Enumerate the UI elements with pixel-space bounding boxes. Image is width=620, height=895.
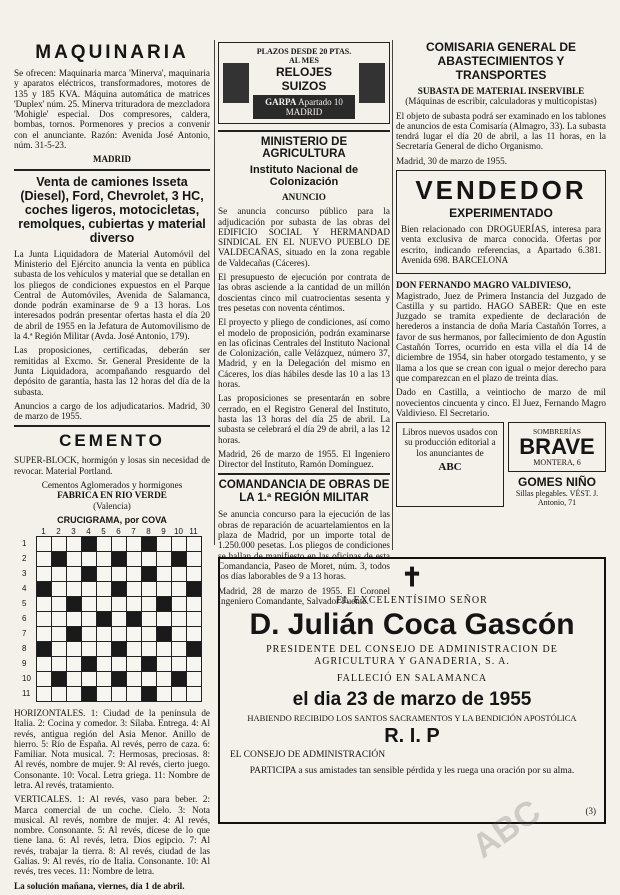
crossword-cell	[67, 657, 82, 672]
crossword-cell	[97, 537, 112, 552]
crossword-cell	[157, 597, 172, 612]
brave-small: SOMBRERÍAS	[533, 427, 581, 437]
crossword-horizontales: HORIZONTALES. 1: Ciudad de la península de Italia. 2: Cocina y comedor. 3: Sílaba. Entrega. 4: Al revés, antigua región del Asia Menor. Anillo de hierro. 5: Río de España. Al revés, perro de caza. 6: Familiar. Nota musical. 7: Hermosas, preciosas. 8: Al revés, nombre de mujer. 9: Al revés, cierto juego. Consonante. 10: Vocal. Letra griega. 11: Nombre de letra. Al revés, tratamiento.	[14, 707, 210, 790]
crossword-cell	[67, 672, 82, 687]
anuncio-label: ANUNCIO	[282, 192, 326, 202]
gomes-text: Sillas plegables. VÉST. J. Antonio, 71	[515, 489, 599, 508]
crossword-cell	[157, 537, 172, 552]
watch-illustration	[223, 63, 249, 103]
crossword-cell	[52, 672, 67, 687]
crossword-cell	[187, 552, 202, 567]
crossword-cell	[67, 567, 82, 582]
crossword-cell	[112, 642, 127, 657]
crossword-cell	[142, 597, 157, 612]
crossword-cell	[172, 612, 187, 627]
crossword-cell	[82, 672, 97, 687]
crossword-cell	[37, 672, 52, 687]
crossword-cell	[187, 672, 202, 687]
crossword-cell	[52, 552, 67, 567]
crossword-cell	[52, 642, 67, 657]
crossword-cell	[97, 597, 112, 612]
crossword-cell	[172, 687, 187, 702]
crossword-col-number: 6	[116, 526, 121, 536]
crossword-cell	[112, 597, 127, 612]
crossword-col-number: 7	[131, 526, 136, 536]
obituary-consejo: EL CONSEJO DE ADMINISTRACIÓN	[230, 750, 386, 760]
crossword-cell	[172, 657, 187, 672]
obituary-title: PRESIDENTE DEL CONSEJO DE ADMINISTRACION DE AGRICULTURA Y GANADERIA, S. A.	[266, 644, 558, 667]
crossword-cell	[142, 687, 157, 702]
ministerio-text-4: Las proposiciones se presentarán en sobre cerrado, en el Registro General del Instituto, hasta las 13 horas del día 25 de abril. La subasta se celebrará el día 29 de abril, a las 12 horas.	[218, 393, 390, 445]
crossword-cell	[172, 582, 187, 597]
crossword-cell	[97, 687, 112, 702]
gomes-brand: GOMES NIÑO	[517, 475, 596, 490]
vendedor-ad	[396, 170, 606, 274]
obituary-fallecio: FALLECIÓ EN SALAMANCA	[336, 673, 488, 684]
crossword-cell	[37, 657, 52, 672]
crossword-footer: La solución mañana, viernes, día 1 de abril.	[14, 880, 185, 891]
cemento-city: (Valencia)	[93, 500, 131, 511]
libros-ad	[396, 422, 504, 507]
crossword-cell	[82, 582, 97, 597]
comisaria-sub-2: (Máquinas de escribir, calculadoras y multicopistas)	[405, 96, 597, 107]
crossword-cell	[187, 537, 202, 552]
crossword-cell	[142, 537, 157, 552]
column-right	[396, 40, 606, 507]
crossword-cell	[52, 582, 67, 597]
watch-illustration	[359, 63, 385, 103]
crossword-cell	[67, 552, 82, 567]
crossword-cell	[67, 597, 82, 612]
crossword-cell	[52, 627, 67, 642]
crossword-cell	[142, 582, 157, 597]
crossword-cell	[127, 687, 142, 702]
crossword-col-number: 5	[101, 526, 106, 536]
comandancia-date: Madrid, 28 de marzo de 1955. El Coronel Ingeniero Comandante, Salvador Fuente.	[218, 585, 390, 606]
crossword-column-numbers	[36, 527, 202, 536]
crossword-cell	[112, 537, 127, 552]
column-middle	[218, 40, 390, 610]
relojes-ad-plazos: PLAZOS DESDE 20 PTAS. AL MES	[256, 47, 352, 65]
crossword-row-number: 8	[22, 643, 27, 653]
crossword-cell	[67, 642, 82, 657]
crossword-row-number: 2	[22, 553, 27, 563]
crossword-cell	[187, 582, 202, 597]
crossword-cell	[37, 597, 52, 612]
crossword-cell	[112, 552, 127, 567]
divider	[218, 473, 390, 475]
divider	[218, 130, 390, 132]
libros-text: Libros nuevos usados con su producción editorial a los anunciantes de	[402, 427, 498, 458]
ministerio-text: Se anuncia concurso público para la adjudicación por subasta de las obras del EDIFICIO SOCIAL Y HERMANDAD SINDICAL EN EL NUEVO PUEBLO DE VALDECAÑAS, situado en la zona regable de Valdecañas (Cáceres).	[218, 206, 390, 268]
crossword-col-number: 4	[86, 526, 91, 536]
crossword-row-number: 10	[22, 673, 31, 683]
crossword-cell	[52, 657, 67, 672]
crossword-cell	[187, 567, 202, 582]
juzgado-text: Magistrado, Juez de Primera Instancia del Juzgado de Castilla y su partido. HAGO SABER: Que en este Juzgado se tramita expediente de declaración de herederos a instancia de doña María Castañón Torres, a favor de sus hermanos, por fallecimiento de don Agustín Castañón Torres, ocurrido en esta villa el día 14 de diciembre de 1954, sin haber otorgado testamento, y se llama a los que se crean con igual o mejor derecho para que comparezcan en el plazo de treinta días.	[396, 290, 606, 383]
obituary-notice	[218, 557, 606, 824]
crossword-cell	[157, 627, 172, 642]
crossword-cell	[157, 657, 172, 672]
crossword-cell	[187, 612, 202, 627]
crossword-cell	[187, 657, 202, 672]
crossword-cell	[52, 597, 67, 612]
crossword-cell	[127, 642, 142, 657]
maquinaria-footer: MADRID	[93, 154, 131, 165]
crossword-cell	[187, 642, 202, 657]
crossword-cell	[157, 582, 172, 597]
vendedor-text: Bien relacionado con DROGUERÍAS, interesa para venta exclusiva de marca conocida. Ofertas por escrito, indicando referencias, a Apartado 6.381. Avenida 698. BARCELONA	[401, 224, 601, 265]
crossword-grid	[36, 536, 202, 702]
crossword-row-number: 6	[22, 613, 27, 623]
crossword-row-number: 7	[22, 628, 27, 638]
comisaria-title: COMISARIA GENERAL DE ABASTECIMIENTOS Y TRANSPORTES	[425, 40, 576, 82]
crossword-row-number: 11	[22, 688, 31, 698]
comisaria-date: Madrid, 30 de marzo de 1955.	[396, 155, 507, 166]
crossword-cell	[127, 537, 142, 552]
crossword-cell	[37, 627, 52, 642]
crossword-cell	[112, 582, 127, 597]
gomes-ad	[508, 475, 606, 507]
crossword-cell	[37, 552, 52, 567]
crossword-cell	[127, 567, 142, 582]
crossword-cell	[52, 612, 67, 627]
crossword-title: CRUCIGRAMA, por COVA	[57, 514, 167, 525]
obituary-name: D. Julián Coca Gascón	[249, 608, 575, 641]
venta-footer: Anuncios a cargo de los adjudicatarios. Madrid, 30 de marzo de 1955.	[14, 400, 210, 422]
cemento-sub: Cementos Aglomerados y hormigones	[41, 480, 183, 491]
crossword-cell	[112, 627, 127, 642]
crossword-cell	[37, 582, 52, 597]
ministerio-title: MINISTERIO DE AGRICULTURA	[260, 136, 348, 160]
comandancia-title: COMANDANCIA DE OBRAS DE LA 1.ª REGIÓN MILITAR	[218, 479, 390, 505]
crossword-cell	[142, 672, 157, 687]
crossword-cell	[97, 612, 112, 627]
crossword-col-number: 10	[174, 526, 183, 536]
crossword-cell	[52, 567, 67, 582]
crossword-col-number: 8	[146, 526, 151, 536]
crossword-cell	[187, 597, 202, 612]
crossword-cell	[52, 687, 67, 702]
crossword-cell	[97, 627, 112, 642]
divider	[14, 169, 210, 171]
crossword-cell	[97, 672, 112, 687]
crossword-cell	[127, 612, 142, 627]
maquinaria-title: MAQUINARIA	[35, 42, 189, 63]
maquinaria-text: Se ofrecen: Maquinaria marca 'Minerva', maquinaria y aparatos eléctricos, transformadores, motores de 135 y 185 KVA. Máquina automática de matrices 'Duplex' núm. 25. Minerva trituradora de mezcladora 'Mohigle' especial. Dos compresores, caldera, bombas, tornos. Pormenores y precios a convenir con el anunciante. Razón: Avenida José Antonio, núm. 31-5-23.	[14, 68, 210, 151]
crossword-cell	[172, 672, 187, 687]
divider	[14, 425, 210, 427]
crossword-cell	[127, 657, 142, 672]
crossword-cell	[112, 612, 127, 627]
crossword-cell	[142, 642, 157, 657]
crossword-cell	[97, 657, 112, 672]
crossword-col-number: 2	[56, 526, 61, 536]
crossword-cell	[82, 642, 97, 657]
crossword-cell	[157, 567, 172, 582]
crossword-cell	[142, 657, 157, 672]
cemento-title: CEMENTO	[59, 431, 165, 451]
comandancia-text: Se anuncia concurso para la ejecución de las obras de reparación de acuartelamientos en la plaza de Madrid, por un importe total de 1.250.000 pesetas. Los pliegos de condiciones se hallan de manifiesto en las oficinas de esta Comandancia, Paseo de Moret, núm. 3, todos los días laborables de 9 a 13 horas.	[218, 509, 390, 582]
crossword-cell	[172, 597, 187, 612]
column-left	[14, 40, 210, 895]
crossword-cell	[82, 687, 97, 702]
crossword-cell	[142, 627, 157, 642]
brave-ad	[508, 422, 606, 472]
crossword-cell	[172, 552, 187, 567]
crossword-cell	[127, 582, 142, 597]
crossword-col-number: 3	[71, 526, 76, 536]
cemento-text: SUPER-BLOCK, hormigón y losas sin necesidad de revocar. Material Portland.	[14, 455, 210, 476]
crossword-cell	[82, 552, 97, 567]
crossword-cell	[112, 687, 127, 702]
crossword-cell	[157, 552, 172, 567]
crossword-cell	[142, 567, 157, 582]
crossword-cell	[157, 672, 172, 687]
relojes-ad-address: Apartado 10 MADRID	[285, 97, 343, 117]
cemento-factory: FABRICA EN RIO VERDE	[57, 490, 167, 501]
ministerio-text-3: El proyecto y pliego de condiciones, así como el modelo de proposición, podrán examinarse en las oficinas Centrales del Instituto Nacional de Colonización, calle Velázquez, número 37, Madrid, y en la Delegación del mismo en Cáceres, los días hábiles desde las 10 a las 13 horas.	[218, 317, 390, 390]
crossword-cell	[97, 582, 112, 597]
juzgado-title: DON FERNANDO MAGRO VALDIVIESO,	[396, 280, 571, 291]
crossword-cell	[67, 687, 82, 702]
crossword-cell	[37, 567, 52, 582]
obituary-rip: R. I. P	[384, 725, 440, 747]
comisaria-text: El objeto de subasta podrá ser examinado en los tablones de anuncios de esta Comisaría (Almagro, 33). La subasta tendrá lugar el día 20 de abril, a las 11 horas, en la Secretaría General de dicho Organismo.	[396, 110, 606, 152]
relojes-ad-title: RELOJES SUIZOS	[275, 65, 332, 93]
crossword-cell	[172, 567, 187, 582]
crossword-cell	[82, 612, 97, 627]
crossword-cell	[187, 627, 202, 642]
crossword-cell	[112, 567, 127, 582]
crossword-cell	[157, 687, 172, 702]
crossword-cell	[82, 567, 97, 582]
crossword	[22, 515, 202, 702]
juzgado-date: Dado en Castilla, a veintiocho de marzo de mil novecientos cincuenta y cinco. El Juez, Fernando Magro Valdivieso. El Secretario.	[396, 387, 606, 418]
crossword-cell	[82, 627, 97, 642]
crossword-cell	[142, 552, 157, 567]
crossword-cell	[82, 597, 97, 612]
crossword-col-number: 11	[189, 526, 198, 536]
crossword-cell	[97, 642, 112, 657]
vendedor-title: VENDEDOR	[415, 175, 587, 206]
crossword-cell	[37, 642, 52, 657]
venta-text-2: Las proposiciones, certificadas, deberán ser remitidas al Excmo. Sr. General Presidente de la Junta Liquidadora, acompañando resguardo del depósito de garantía, hasta las 12 horas del día de la subasta.	[14, 345, 210, 397]
column-separator	[214, 40, 215, 545]
obituary-sacramentos: HABIENDO RECIBIDO LOS SANTOS SACRAMENTOS Y LA BENDICIÓN APOSTÓLICA	[247, 713, 577, 723]
crossword-cell	[82, 657, 97, 672]
crossword-cell	[157, 612, 172, 627]
crossword-verticales: VERTICALES. 1: Al revés, vaso para beber. 2: Marca comercial de un coche. Cielo. 3: Nota musical. Al revés, nombre de mujer. 4: Al revés, nombre. Consonante. 5: Al revés, dícese de lo que tiene lana. 6: Al revés, letra. Dios egipcio. 7: Al revés, trabajar la tierra. 8: Al revés, ciudad de las Galias. 9: Al revés, río de Italia. Consonante. 10: Al revés, tres veces. 11: Nombre de letra.	[14, 794, 210, 877]
crossword-cell	[82, 537, 97, 552]
obituary-honorific: EL EXCELENTÍSIMO SEÑOR	[336, 595, 488, 606]
relojes-ad-brand: GARPA	[265, 97, 297, 107]
vendedor-sub: EXPERIMENTADO	[449, 206, 553, 221]
abc-watermark: ABC	[465, 792, 548, 866]
venta-text: La Junta Liquidadora de Material Automóvil del Ministerio del Ejército anuncia la venta en pública subasta de los vehículos y material que se detallan en los pliegos de condiciones expuestos en el Parque Central de Automóviles, Avenida de Salamanca, donde podrán examinarse de 9 a 13 horas. Los interesados podrán presentar ofertas hasta el día 20 de abril de 1955 en la Jefatura de Automovilismo de la 4.ª Región Militar (Avda. José Antonio, 179).	[14, 248, 210, 342]
obituary-number: (3)	[585, 806, 596, 816]
crossword-cell	[112, 672, 127, 687]
venta-heading: Venta de camiones Isseta (Diesel), Ford, Chevrolet, 3 HC, coches ligeros, motocicletas, remolques, cubiertas y material diverso	[18, 174, 206, 245]
crossword-col-number: 1	[41, 526, 46, 536]
crossword-cell	[172, 537, 187, 552]
brave-brand: BRAVE	[519, 434, 595, 460]
crossword-cell	[142, 612, 157, 627]
crossword-cell	[127, 552, 142, 567]
crossword-cell	[67, 612, 82, 627]
ministerio-text-2: El presupuesto de ejecución por contrata de las obras asciende a la cantidad de un millón doscientas cinco mil cuatrocientas sesenta y tres pesetas con noventa céntimos.	[218, 272, 390, 313]
crossword-row-number: 9	[22, 658, 27, 668]
crossword-cell	[127, 672, 142, 687]
cross-icon: ✝	[401, 563, 423, 592]
crossword-cell	[37, 687, 52, 702]
ministerio-date: Madrid, 26 de marzo de 1955. El Ingeniero Director del Instituto, Ramón Domínguez.	[218, 448, 390, 470]
crossword-row-number: 4	[22, 583, 27, 593]
crossword-cell	[97, 552, 112, 567]
crossword-cell	[127, 627, 142, 642]
crossword-cell	[67, 582, 82, 597]
libros-brand: ABC	[438, 461, 462, 474]
crossword-cell	[97, 567, 112, 582]
crossword-cell	[67, 537, 82, 552]
crossword-col-number: 9	[161, 526, 166, 536]
obituary-participa: PARTICIPA a sus amistades tan sensible pérdida y les ruega una oración por su alma.	[249, 766, 575, 776]
crossword-cell	[112, 657, 127, 672]
crossword-cell	[172, 627, 187, 642]
relojes-ad	[218, 42, 390, 124]
crossword-row-number: 1	[22, 538, 27, 548]
crossword-row-numbers	[22, 536, 36, 702]
brave-address: MONTERA, 6	[533, 458, 581, 468]
crossword-cell	[52, 537, 67, 552]
crossword-row-number: 3	[22, 568, 27, 578]
crossword-row-number: 5	[22, 598, 27, 608]
crossword-cell	[157, 642, 172, 657]
crossword-cell	[37, 537, 52, 552]
column-separator	[392, 40, 393, 550]
crossword-cell	[187, 687, 202, 702]
crossword-cell	[127, 597, 142, 612]
crossword-cell	[172, 642, 187, 657]
crossword-cell	[67, 627, 82, 642]
instituto-title: Instituto Nacional de Colonización	[249, 164, 359, 188]
crossword-cell	[37, 612, 52, 627]
comisaria-sub: SUBASTA DE MATERIAL INSERVIBLE	[417, 86, 585, 96]
obituary-date: el dia 23 de marzo de 1955	[292, 689, 532, 710]
